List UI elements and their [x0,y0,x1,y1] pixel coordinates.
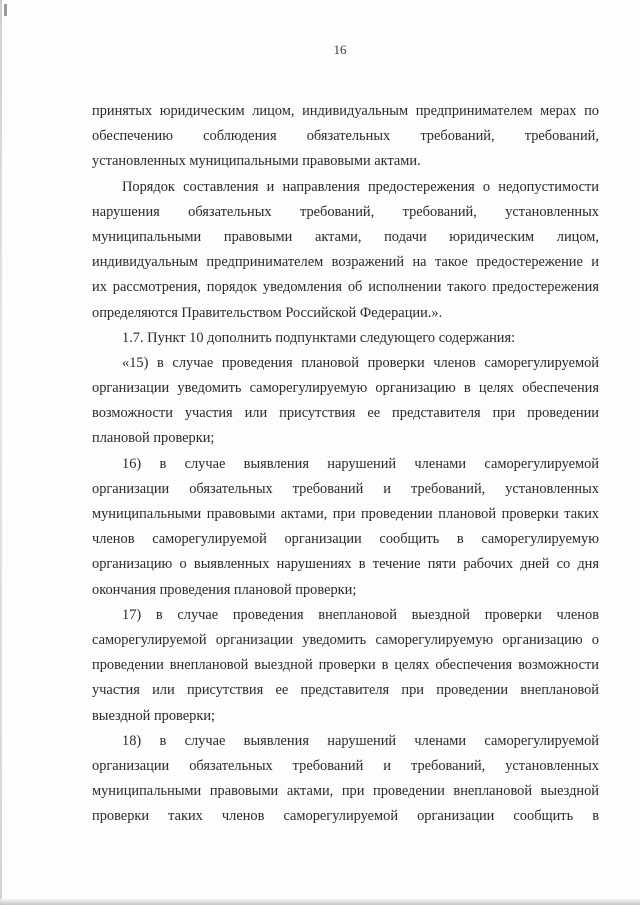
text-line: организации обязательных требований и требований, установленных [92,480,599,497]
text-line: индивидуальным предпринимателем возражений на такое предостережение и [92,254,599,271]
text-line: «15) в случае проведения плановой проверки членов саморегулируемой [122,354,599,371]
text-line: муниципальными правовыми актами, при проведении плановой проверки таких [92,506,599,522]
text-line: окончания проведения плановой проверки; [92,581,357,598]
text-line: организации обязательных требований и требований, установленных [92,757,599,774]
text-line: принятых юридическим лицом, индивидуальным предпринимателем мерах по [92,103,599,119]
text-line: 16) в случае выявления нарушений членами саморегулируемой [122,455,599,472]
text-line: 17) в случае проведения внеплановой выездной проверки членов [122,606,599,623]
text-line: муниципальными правовыми актами, подачи юридическим лицом, [92,228,599,245]
text-line: возможности участия или присутствия ее представителя при проведении [92,405,599,422]
text-line: установленных муниципальными правовыми актами. [92,153,421,170]
scan-artifact [4,4,7,16]
text-line: организацию о выявленных нарушениях в течение пяти рабочих дней со дня [92,556,599,573]
text-line: проведении внеплановой выездной проверки в целях обеспечения возможности [92,657,599,674]
text-line: членов саморегулируемой организации сообщить в саморегулируемую [92,531,599,548]
text-line: 18) в случае выявления нарушений членами саморегулируемой [122,732,599,749]
text-line: плановой проверки; [92,430,215,447]
text-line: их рассмотрения, порядок уведомления об исполнении такого предостережения [92,279,599,296]
scan-left-edge [0,0,2,905]
scan-bottom-edge [0,899,640,905]
text-line: участия или присутствия ее представителя при проведении внеплановой [92,682,599,699]
text-line: муниципальными правовыми актами, при проведении внеплановой выездной [92,783,599,800]
text-line: саморегулируемой организации уведомить саморегулируемую организацию о [92,631,599,648]
text-line: проверки таких членов саморегулируемой организации сообщить в [92,808,599,825]
text-line: выездной проверки; [92,707,216,724]
text-line: нарушения обязательных требований, требований, установленных [92,203,599,220]
text-line: определяются Правительством Российской Федерации.». [92,304,443,321]
text-line: обеспечению соблюдения обязательных требований, требований, [92,128,599,145]
text-line: Порядок составления и направления предостережения о недопустимости [122,178,599,195]
text-line: 1.7. Пункт 10 дополнить подпунктами следующего содержания: [122,329,516,346]
text-line: организации уведомить саморегулируемую организацию в целях обеспечения [92,380,599,397]
page-number: 16 [333,42,347,57]
document-body [92,99,599,829]
